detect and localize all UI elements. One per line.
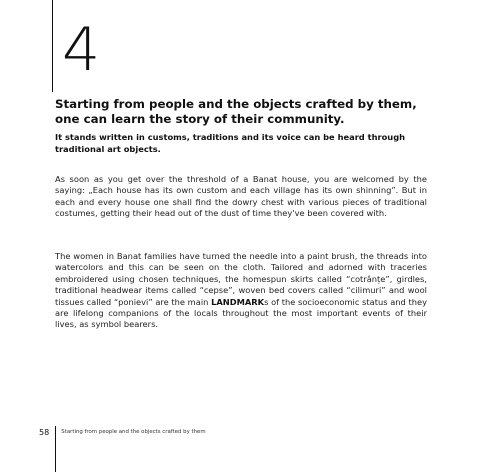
page-number: 58 [39, 427, 50, 437]
chapter-number: 4 [62, 15, 101, 85]
top-vertical-rule [52, 0, 53, 92]
chapter-headline: Starting from people and the objects crafted by them, one can learn the story of their community. [55, 97, 417, 126]
paragraph-2-text-before: The women in Banat families have turned the needle into a paint brush, the threads into watercolors and this can be seen on the cloth. Tailored and adorned with traceries embroidered using chosen techniques, the homespun skirts called “cotrânțe”, girdles, traditional headwear items called “cepse”, woven bed covers called “cilimuri” and wool tissues called “ponievi” are the main [55, 251, 427, 307]
footer-vertical-rule [55, 426, 56, 472]
chapter-subheadline: It stands written in customs, traditions and its voice can be heard through traditional art objects. [55, 132, 406, 154]
body-paragraph-1: As soon as you get over the threshold of a Banat house, you are welcomed by the saying: „Each house has its own custom and each village has its own shinning”. But in each and every house one shall find the dowry chest with various pieces of traditional costumes, getting their head out of the dust of time they've been covered with. [55, 174, 427, 219]
body-paragraph-2 [55, 251, 427, 331]
paragraph-2-text-after: s of the socioeconomic status and they are lifelong companions of the locals throughout the most important events of their lives, as symbol bearers. [55, 296, 427, 330]
running-title: Starting from people and the objects crafted by them [61, 429, 206, 435]
page-footer [39, 409, 206, 455]
landmark-emphasis: LANDMARK [211, 296, 265, 307]
